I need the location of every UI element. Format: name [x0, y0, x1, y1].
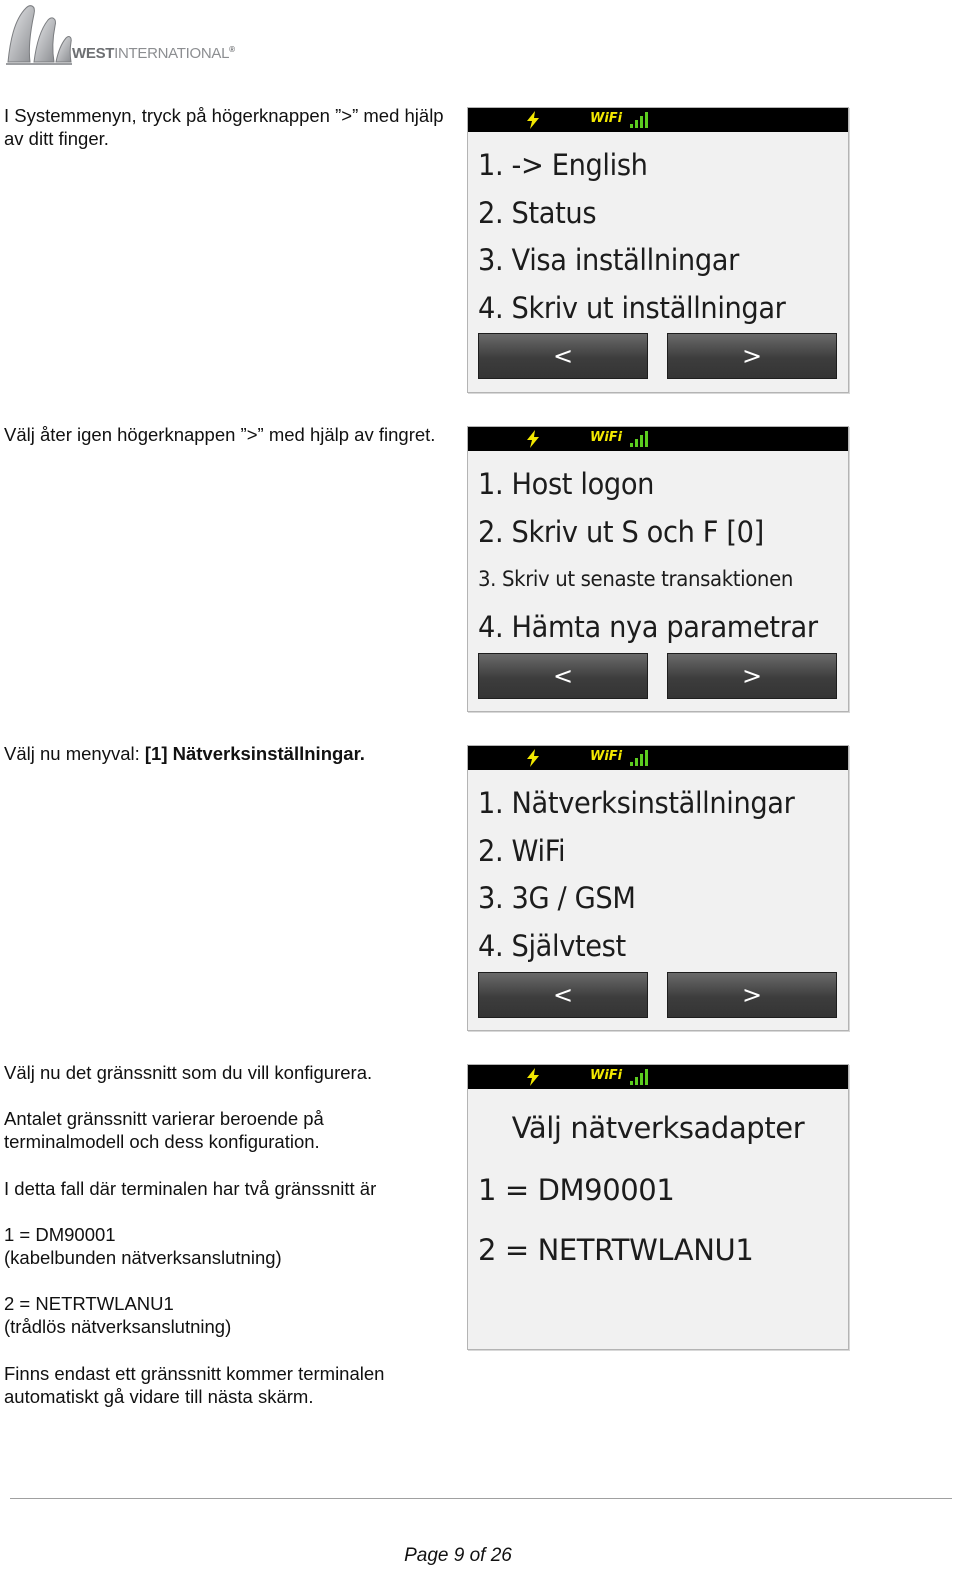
prev-button[interactable]: < — [478, 333, 648, 379]
next-button[interactable]: > — [667, 653, 837, 699]
adapter-option-2[interactable]: 2 = NETRTWLANU1 — [478, 1233, 754, 1267]
power-bolt-icon — [524, 749, 542, 767]
menu-item-3g-gsm[interactable]: 3. 3G / GSM — [478, 881, 636, 915]
power-bolt-icon — [524, 111, 542, 129]
signal-strength-icon — [629, 750, 649, 766]
interface-2-name: 2 = NETRTWLANU1 — [4, 1293, 174, 1314]
logo-wordmark: WESTINTERNATIONAL® — [72, 45, 235, 62]
menu-choice-emphasis: [1] Nätverksinställningar. — [144, 743, 365, 764]
wifi-label: WiFi — [590, 111, 623, 126]
power-bolt-icon — [524, 1068, 542, 1086]
status-bar — [468, 108, 848, 132]
footer-divider — [10, 1498, 952, 1499]
terminal-screen-1 — [467, 107, 849, 393]
status-bar — [468, 746, 848, 770]
terminal-screen-3 — [467, 745, 849, 1031]
menu-item-wifi[interactable]: 2. WiFi — [478, 833, 566, 868]
interface-1-name: 1 = DM90001 — [4, 1224, 116, 1245]
signal-strength-icon — [629, 112, 649, 128]
adapter-select-title: Välj nätverksadapter — [511, 1111, 805, 1145]
logo-mark-icon — [4, 2, 74, 66]
menu-item-hamta-nya-parametrar[interactable]: 4. Hämta nya parametrar — [478, 609, 818, 644]
interface-2-description: (trådlös nätverksanslutning) — [4, 1316, 232, 1337]
step-2-instruction: Välj åter igen högerknappen ”>” med hjälp av fingret. — [4, 424, 436, 445]
prev-button[interactable]: < — [478, 972, 648, 1018]
single-interface-note: Finns endast ett gränssnitt kommer terminalen automatiskt gå vidare till nästa skärm. — [4, 1363, 385, 1407]
wifi-label: WiFi — [590, 749, 623, 764]
next-button[interactable]: > — [667, 972, 837, 1018]
wifi-label: WiFi — [590, 430, 623, 445]
menu-item-skriv-ut-senaste-transaktionen[interactable]: 3. Skriv ut senaste transaktionen — [478, 567, 793, 591]
interface-1-description: (kabelbunden nätverksanslutning) — [4, 1247, 282, 1268]
menu-item-english[interactable]: 1. -> English — [478, 148, 648, 182]
menu-list — [478, 780, 842, 970]
status-bar — [468, 1065, 848, 1089]
menu-item-sjalvtest[interactable]: 4. Självtest — [478, 928, 626, 963]
menu-item-skriv-ut-installningar[interactable]: 4. Skriv ut inställningar — [478, 290, 786, 325]
company-logo — [4, 2, 234, 66]
power-bolt-icon — [524, 430, 542, 448]
menu-list — [478, 461, 842, 651]
terminal-screen-2 — [467, 426, 849, 712]
step-3-instruction: Välj nu menyval: [1] Nätverksinställningar. — [4, 743, 365, 764]
step-4-instruction: Välj nu det gränssnitt som du vill konfigurera. — [4, 1062, 373, 1083]
signal-strength-icon — [629, 1069, 649, 1085]
terminal-screen-4 — [467, 1064, 849, 1350]
signal-strength-icon — [629, 431, 649, 447]
menu-item-natverksinstallningar[interactable]: 1. Nätverksinställningar — [478, 786, 795, 820]
interface-intro: I detta fall där terminalen har två gränssnitt är — [4, 1178, 377, 1199]
page-number: Page 9 of 26 — [404, 1545, 512, 1566]
menu-list — [478, 142, 842, 332]
menu-item-skriv-ut-s-och-f[interactable]: 2. Skriv ut S och F [0] — [478, 514, 764, 549]
menu-item-visa-installningar[interactable]: 3. Visa inställningar — [478, 243, 739, 277]
step-1-instruction: I Systemmenyn, tryck på högerknappen ”>” med hjälp av ditt finger. — [4, 105, 444, 149]
adapter-option-1[interactable]: 1 = DM90001 — [478, 1173, 675, 1207]
menu-item-status[interactable]: 2. Status — [478, 195, 597, 230]
status-bar — [468, 427, 848, 451]
prev-button[interactable]: < — [478, 653, 648, 699]
next-button[interactable]: > — [667, 333, 837, 379]
menu-item-host-logon[interactable]: 1. Host logon — [478, 467, 655, 501]
interface-count-note: Antalet gränssnitt varierar beroende på terminalmodell och dess konfiguration. — [4, 1108, 324, 1152]
wifi-label: WiFi — [590, 1068, 623, 1083]
